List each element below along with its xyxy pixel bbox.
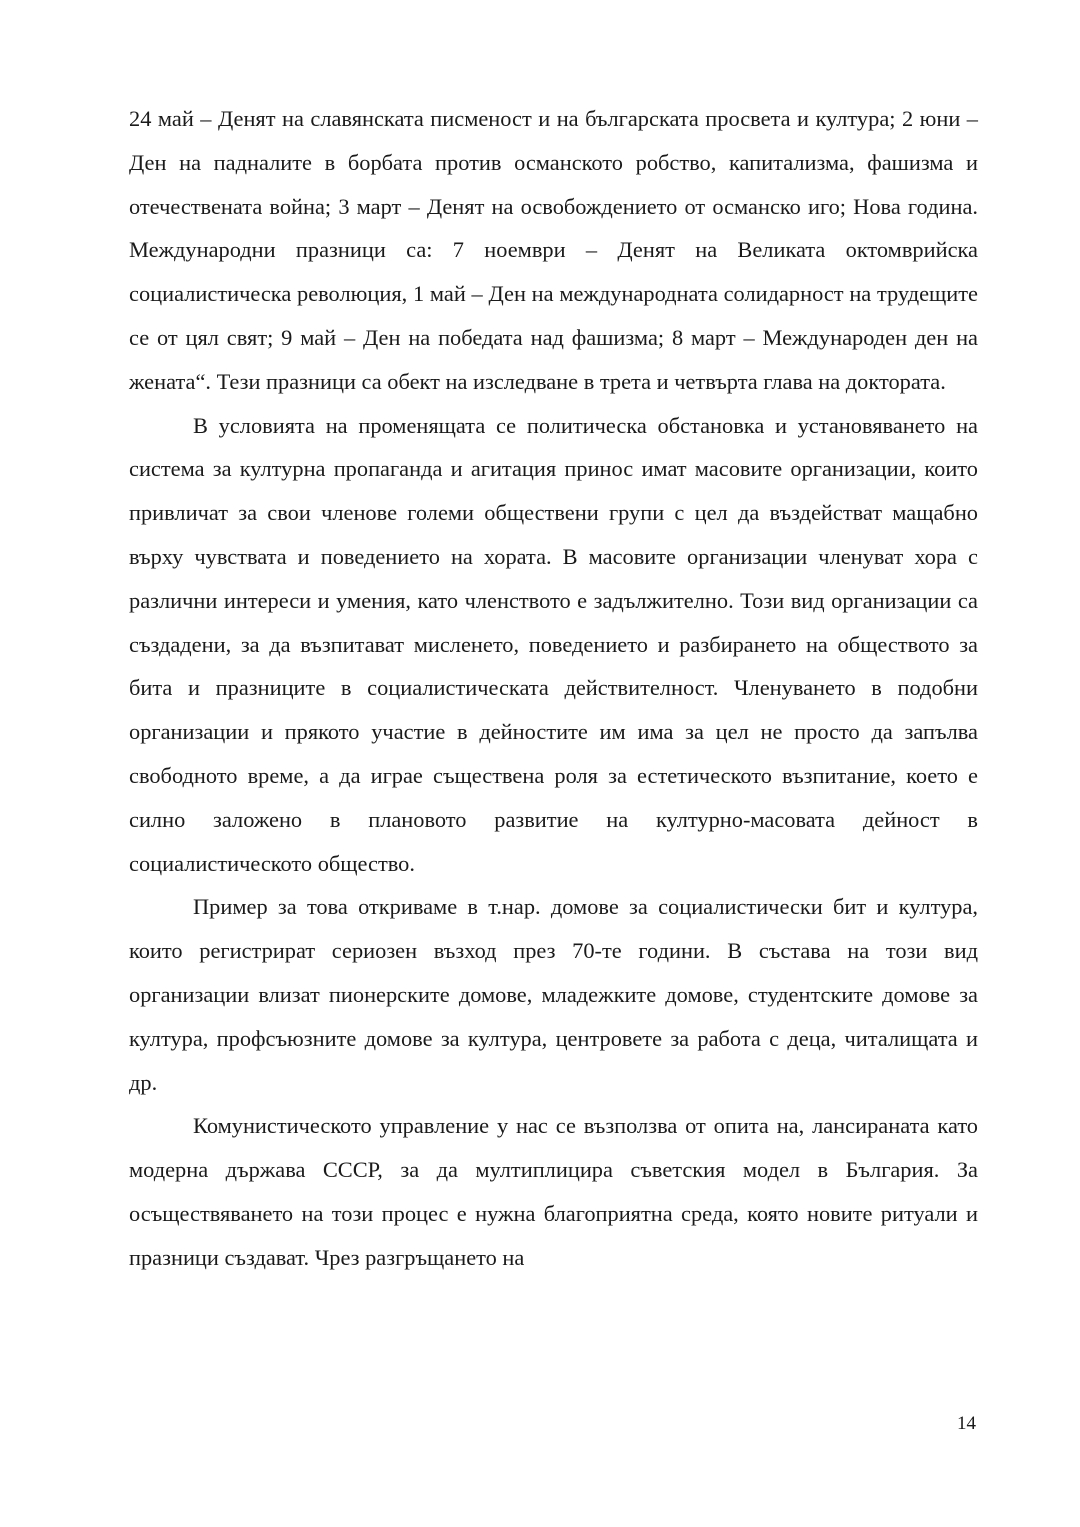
page-number: 14	[957, 1413, 976, 1434]
paragraph-holidays-list: 24 май – Денят на славянската писменост и на българската просвета и култура; 2 юни – Ден на падналите в борбата против османското робство, капитализма, фашизма и отечествената война; 3 март – Денят на освобождението от османско иго; Нова година. Международни празници са: 7 ноември – Денят на Великата октомврийска социалистическа революция, 1 май – Ден на международната солидарност на трудещите се от цял свят; 9 май – Ден на победата над фашизма; 8 март – Международен ден на жената“. Тези празници са обект на изследване в трета и четвърта глава на доктората.	[129, 106, 978, 394]
paragraph-mass-organizations: В условията на променящата се политическа обстановка и установяването на система за културна пропаганда и агитация принос имат масовите организации, които привличат за свои членове големи обществени групи с цел да въздействат мащабно върху чувствата и поведението на хората. В масовите организации членуват хора с различни интереси и умения, като членството е задължително. Този вид организации са създадени, за да възпитават мисленето, поведението и разбирането на обществото за бита и празниците в социалистическата действителност. Членуването в подобни организации и прякото участие в дейностите им има за цел не просто да запълва свободното време, а да играе съществена роля за естетическото възпитание, което е силно заложено в плановото развитие на културно-масовата дейност в социалистическото общество.	[129, 412, 978, 876]
paragraph-culture-houses: Пример за това откриваме в т.нар. домове за социалистически бит и култура, които регистрират сериозен възход през 70-те години. В състава на този вид организации влизат пионерските домове, младежките домове, студентските домове за култура, профсъюзните домове за култура, центровете за работа с деца, читалищата и др.	[129, 894, 978, 1095]
body-text	[129, 97, 978, 1280]
paragraph-soviet-model: Комунистическото управление у нас се възползва от опита на, лансираната като модерна държава СССР, за да мултиплицира съветския модел в България. За осъществяването на този процес е нужна благоприятна среда, която новите ритуали и празници създават. Чрез разгръщането на	[129, 1113, 978, 1270]
